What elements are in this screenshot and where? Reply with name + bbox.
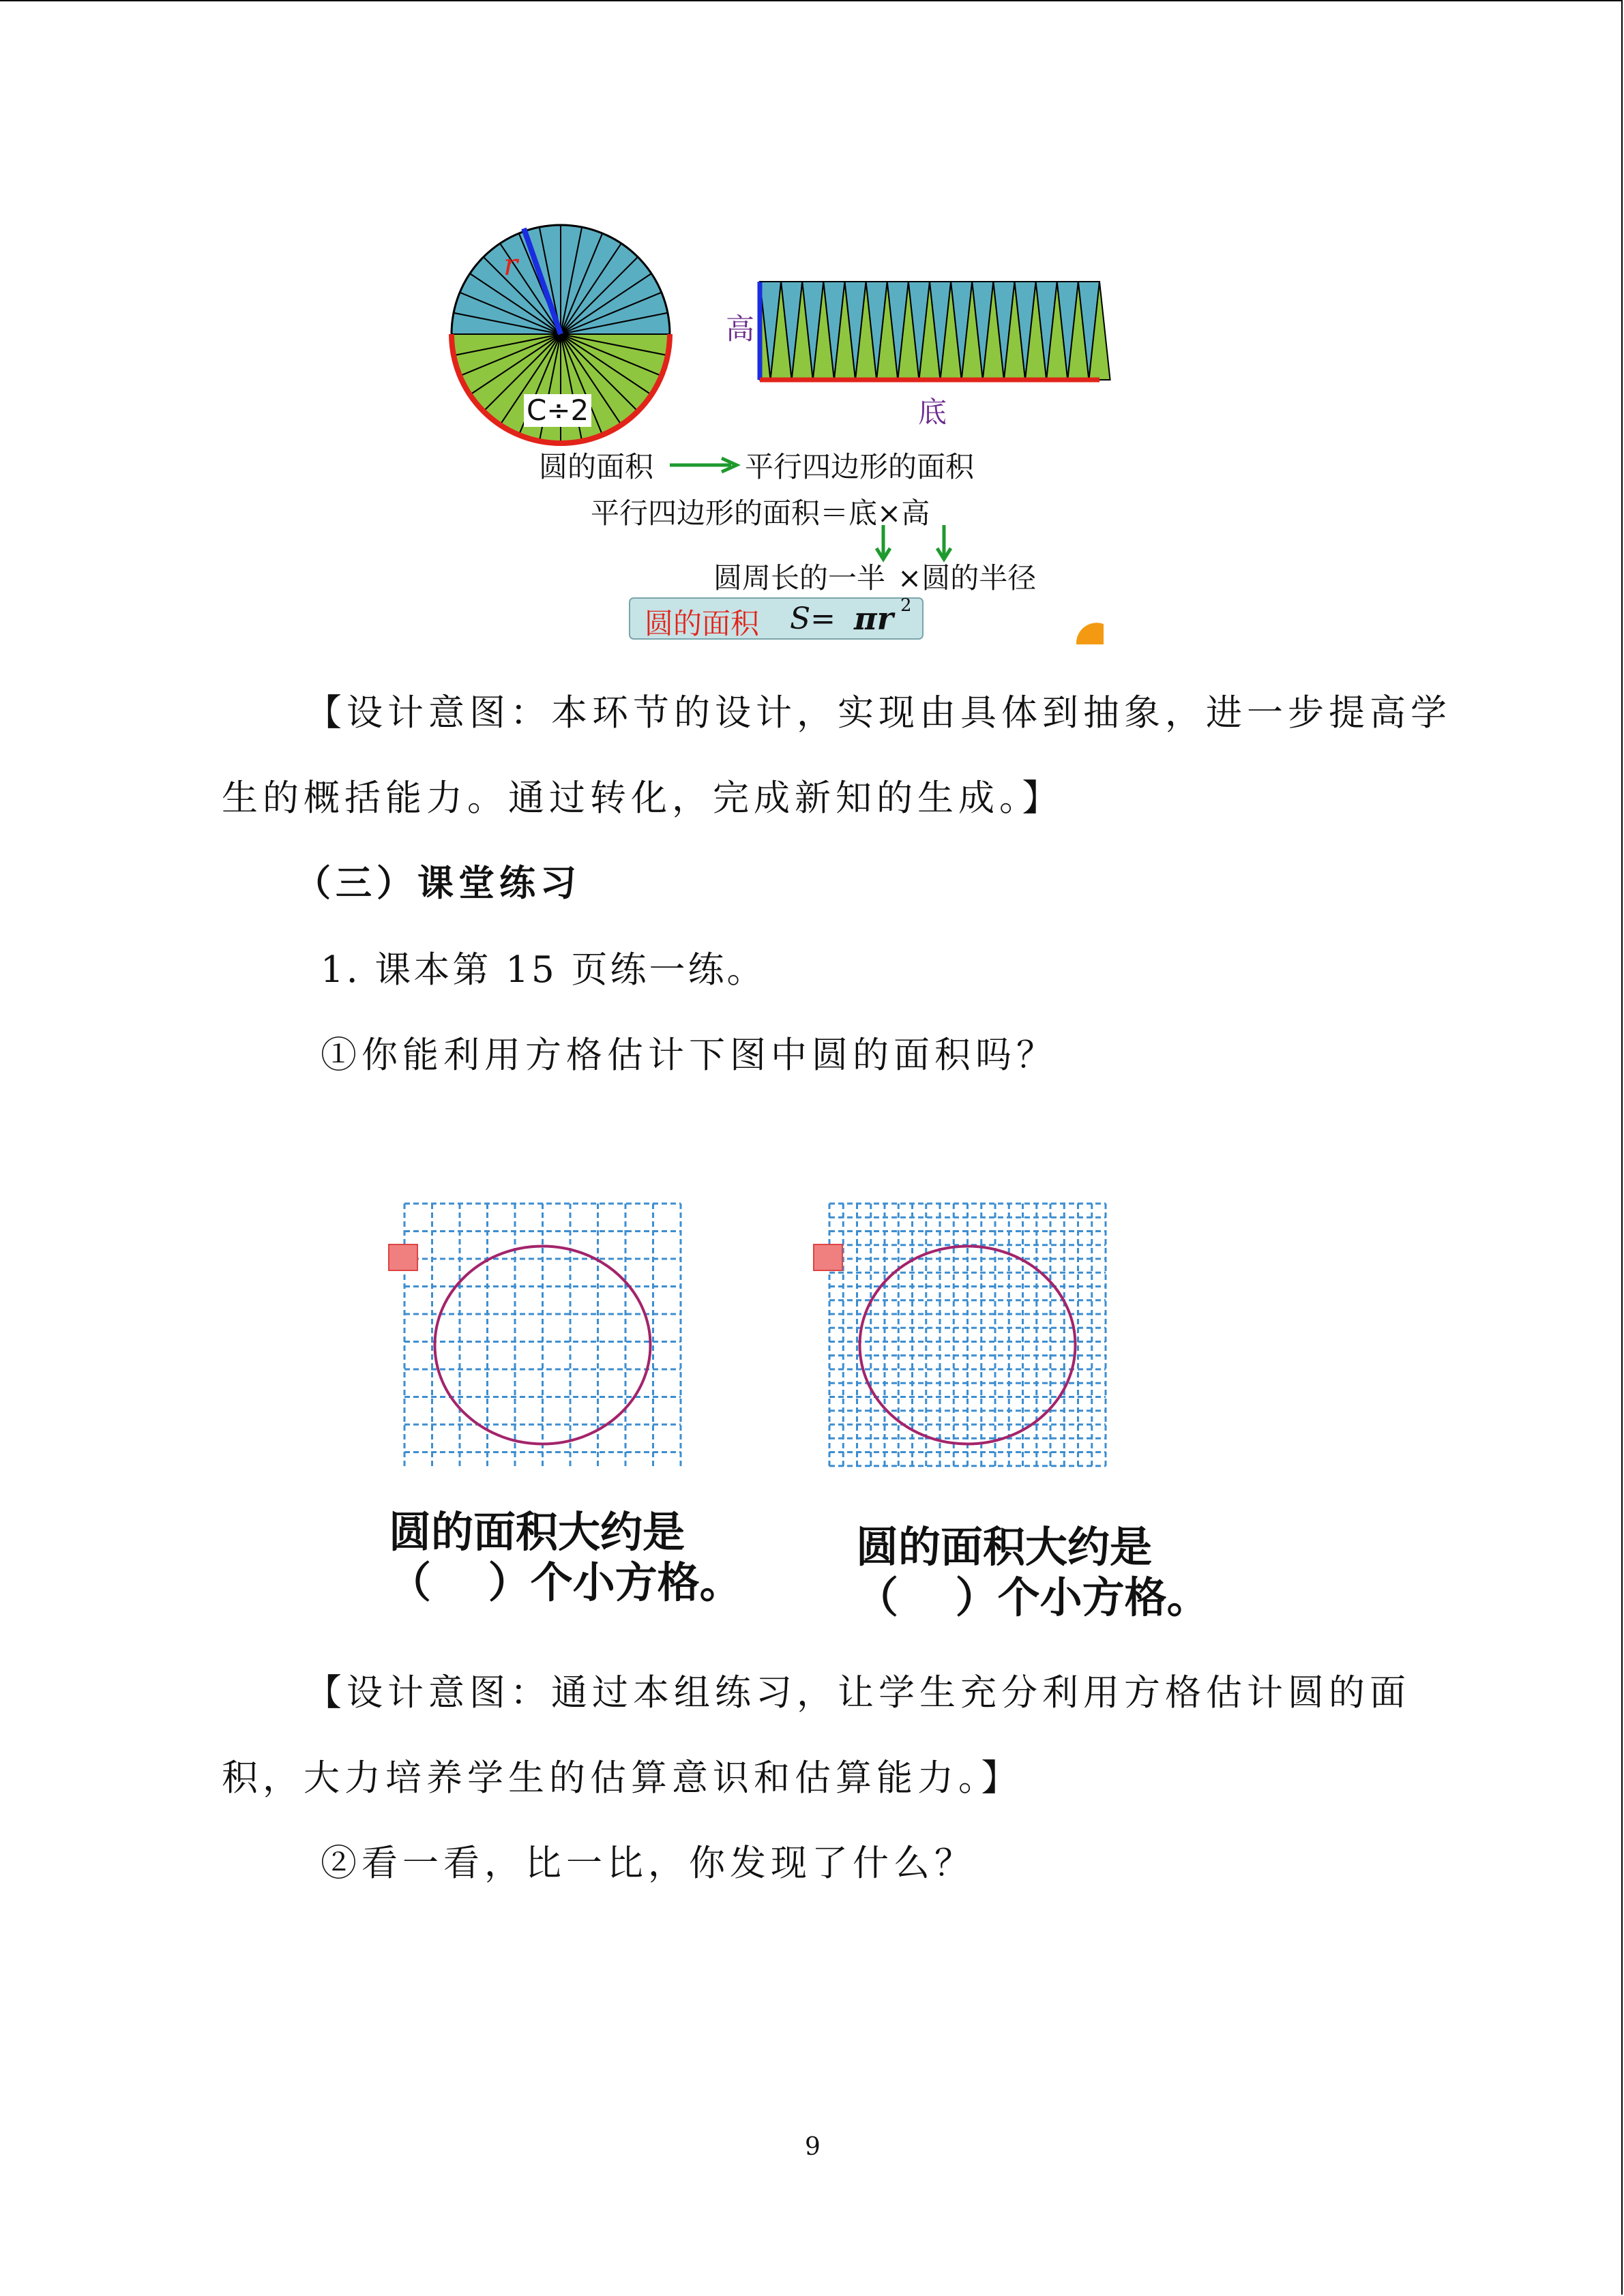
exercise-1: 1. 课本第 15 页练一练。	[321, 949, 766, 991]
grid-caption-left	[389, 1507, 742, 1608]
grid-figure-left	[385, 1197, 685, 1470]
grid-caption-right-line2: （ ）个小方格。	[856, 1572, 1209, 1622]
circle-to-parallelogram-figure	[437, 211, 1119, 648]
page-number: 9	[805, 2133, 821, 2161]
height-label: 高	[726, 312, 755, 346]
formula-expression: πr	[854, 600, 894, 637]
radius-text: ×圆的半径	[898, 561, 1037, 595]
grid-lines	[404, 1204, 681, 1470]
parallelogram-teeth	[760, 282, 1110, 380]
design-intent-2-line2: 积，大力培养学生的估算意识和估算能力。】	[222, 1757, 1022, 1799]
unit-square-marker	[389, 1244, 417, 1270]
half-circumference-label: C÷2	[524, 394, 591, 427]
design-intent-1-line2: 生的概括能力。通过转化，完成新知的生成。】	[222, 777, 1063, 819]
circle-area-label: 圆的面积	[539, 450, 654, 483]
half-circumference-text: 圆周长的一半	[713, 561, 886, 595]
grid-caption-right	[856, 1522, 1209, 1623]
formula-s: S=	[790, 601, 836, 636]
parallelogram-area-label: 平行四边形的面积	[745, 450, 975, 483]
question-2: ②看一看，比一比，你发现了什么？	[321, 1843, 975, 1884]
section-heading: （三）课堂练习	[295, 862, 581, 904]
grid-lines	[829, 1204, 1106, 1470]
radius-label: r	[503, 248, 518, 282]
formula-label: 圆的面积	[645, 607, 760, 640]
grid-caption-right-line1: 圆的面积大约是	[856, 1522, 1153, 1572]
grid-caption-left-line2: （ ）个小方格。	[389, 1557, 742, 1607]
grid-figure-right	[810, 1197, 1110, 1470]
design-intent-1-line1: 【设计意图：本环节的设计，实现由具体到抽象，进一步提高学	[306, 692, 1451, 734]
formula-exponent: 2	[900, 595, 912, 616]
grid-caption-left-line1: 圆的面积大约是	[389, 1507, 685, 1557]
question-1: ①你能利用方格估计下图中圆的面积吗？	[321, 1034, 1057, 1076]
orange-corner	[1076, 623, 1104, 644]
design-intent-2-line1: 【设计意图：通过本组练习，让学生充分利用方格估计圆的面	[306, 1672, 1411, 1714]
unit-square-marker	[814, 1244, 842, 1270]
parallelogram-formula: 平行四边形的面积＝底×高	[591, 496, 930, 530]
base-label: 底	[918, 396, 947, 429]
